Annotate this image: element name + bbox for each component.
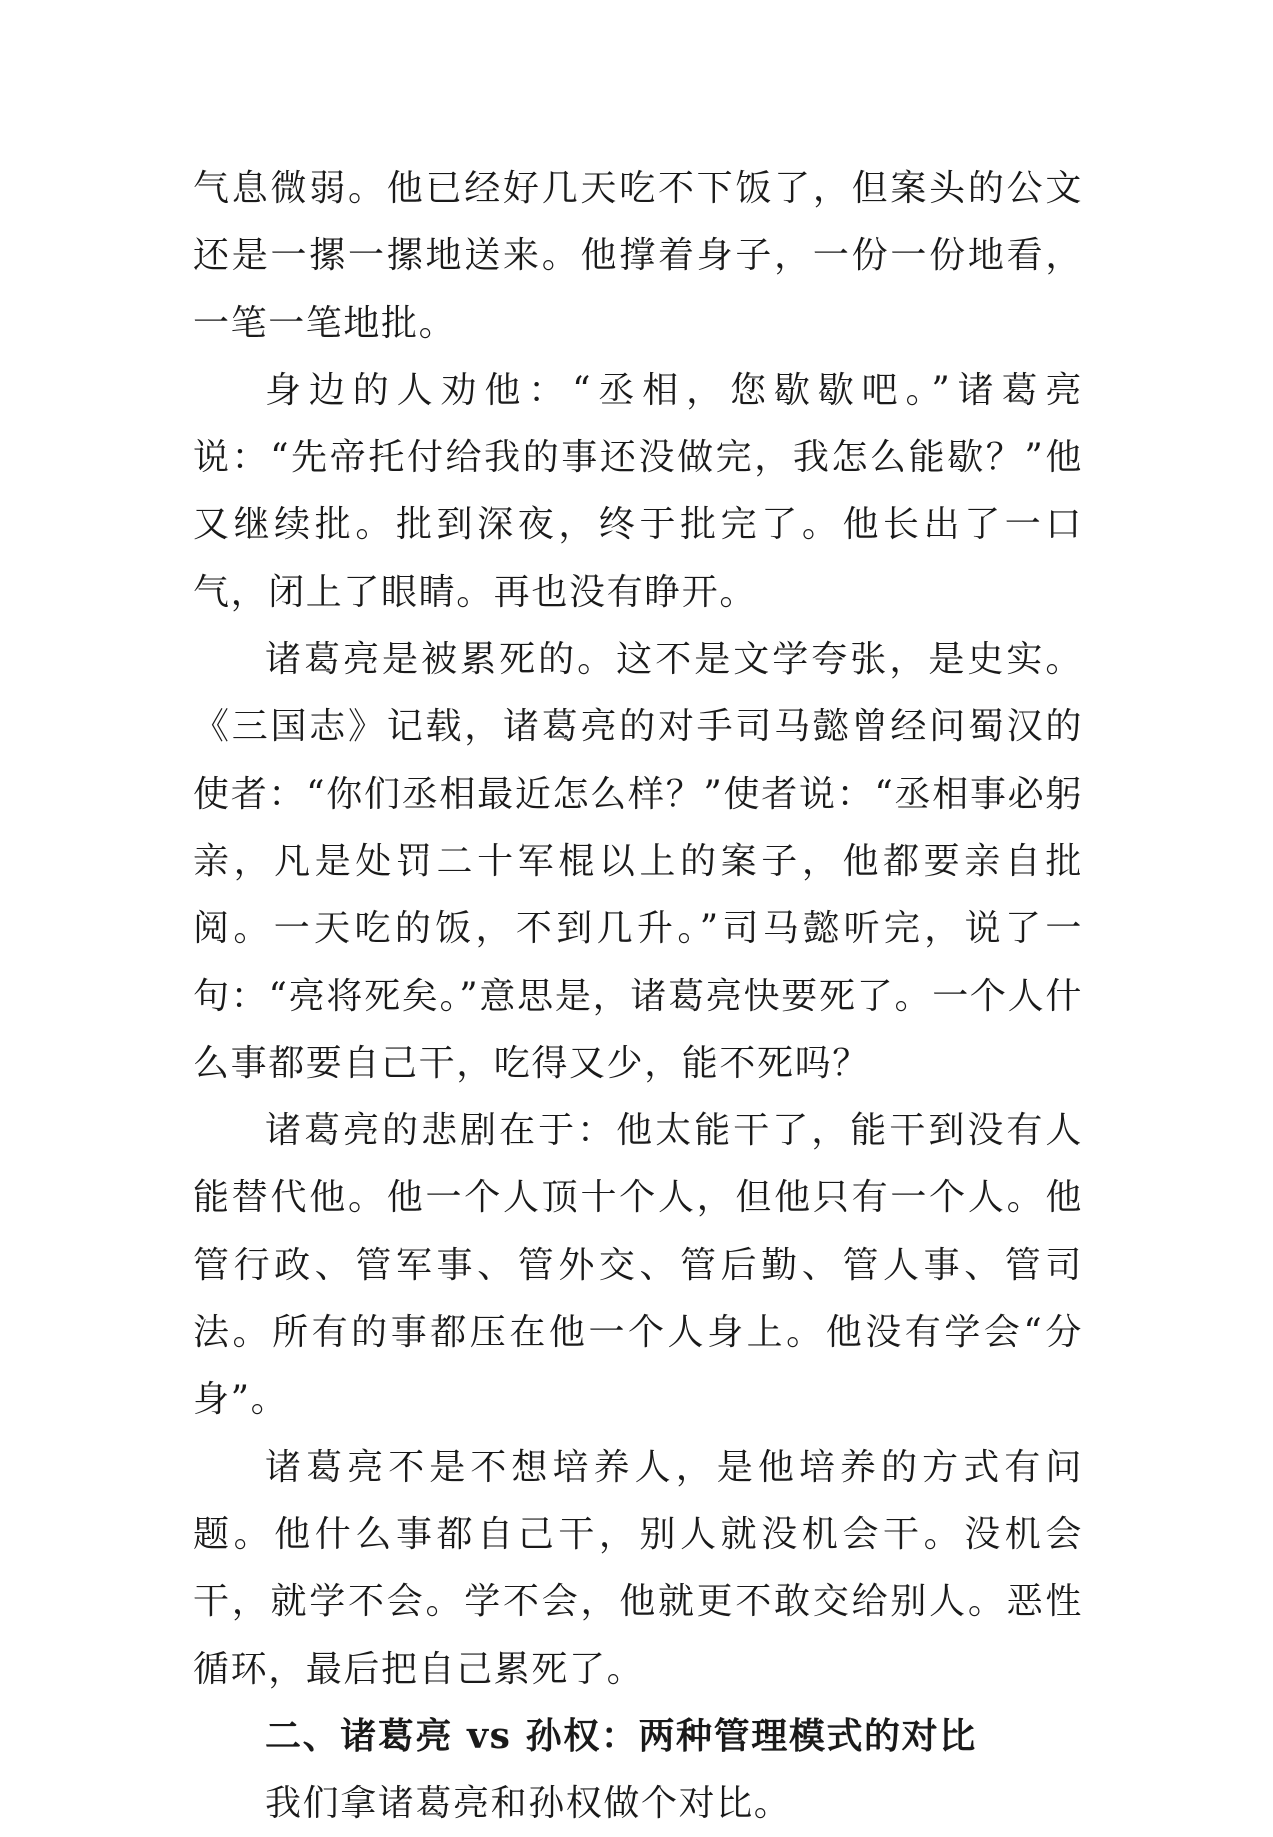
paragraph-4: 诸葛亮的悲剧在于：他太能干了，能干到没有人能替代他。他一个人顶十个人，但他只有一个人。他管行政、管军事、管外交、管后勤、管人事、管司法。所有的事都压在他一个人身上。他没有学会“分身”。 (193, 1110, 1083, 1421)
paragraph-1: 气息微弱。他已经好几天吃不下饭了，但案头的公文还是一摞一摞地送来。他撑着身子，一份一份地看，一笔一笔地批。 (193, 168, 1083, 344)
paragraph-2: 身边的人劝他：“丞相，您歇歇吧。”诸葛亮说：“先帝托付给我的事还没做完，我怎么能歇？”他又继续批。批到深夜，终于批完了。他长出了一口气，闭上了眼睛。再也没有睁开。 (193, 369, 1083, 613)
section-heading: 二、诸葛亮 vs 孙权：两种管理模式的对比 (265, 1714, 977, 1757)
paragraph-closing: 我们拿诸葛亮和孙权做个对比。 (265, 1783, 792, 1825)
paragraph-5: 诸葛亮不是不想培养人，是他培养的方式有问题。他什么事都自己干，别人就没机会干。没机会干，就学不会。学不会，他就更不敢交给别人。恶性循环，最后把自己累死了。 (193, 1446, 1083, 1690)
paragraph-3: 诸葛亮是被累死的。这不是文学夸张，是史实。《三国志》记载，诸葛亮的对手司马懿曾经问蜀汉的使者：“你们丞相最近怎么样？”使者说：“丞相事必躬亲，凡是处罚二十军棍以上的案子，他都要亲自批阅。一天吃的饭，不到几升。”司马懿听完，说了一句：“亮将死矣。”意思是，诸葛亮快要死了。一个人什么事都要自己干，吃得又少，能不死吗？ (193, 639, 1083, 1084)
document-body (193, 155, 1083, 1837)
